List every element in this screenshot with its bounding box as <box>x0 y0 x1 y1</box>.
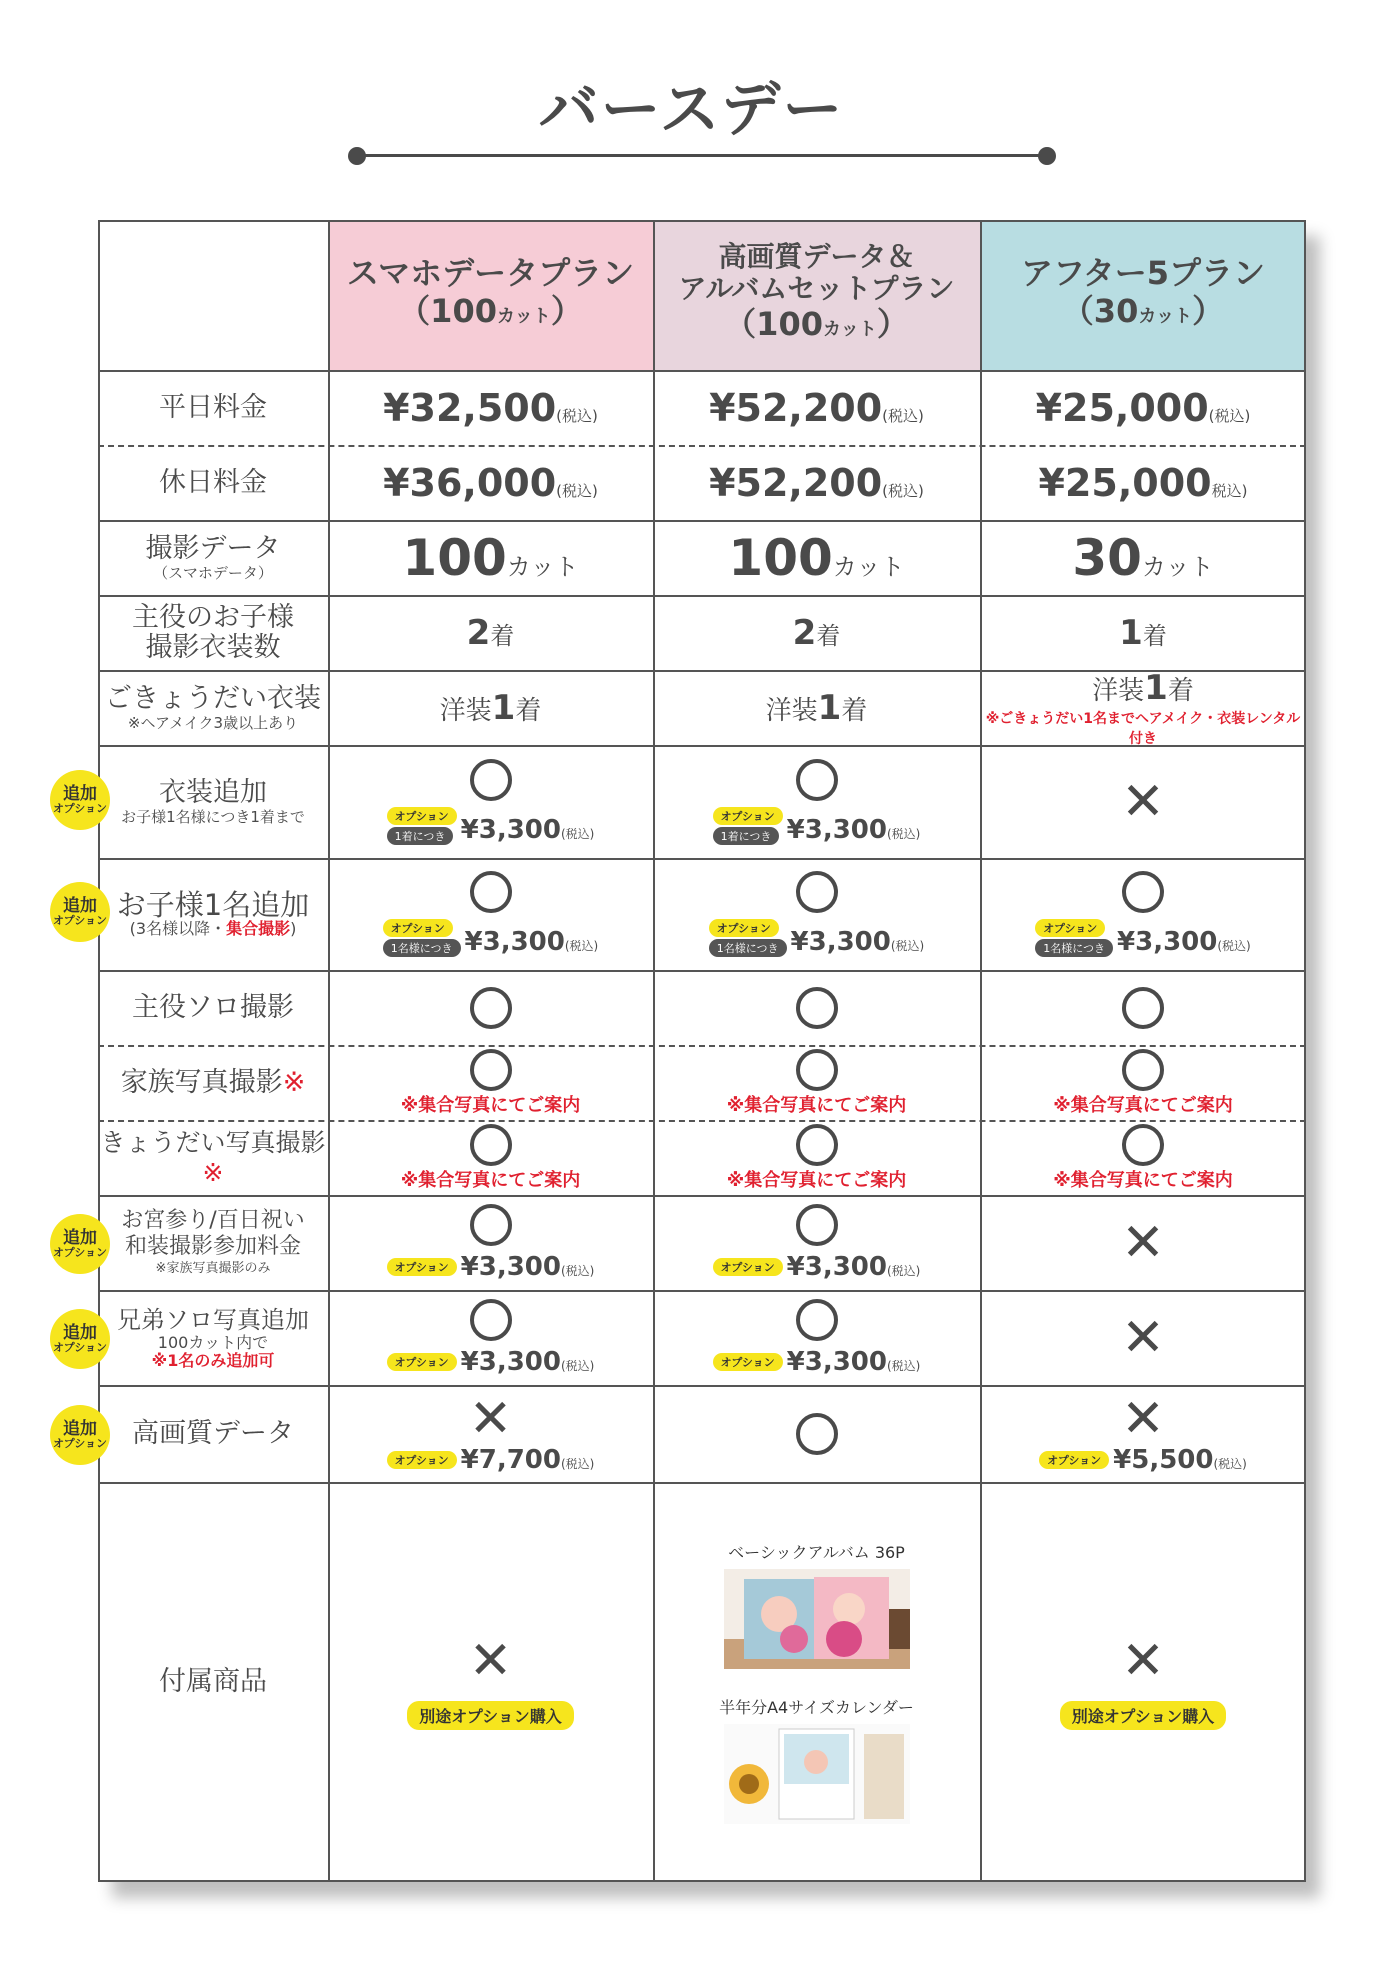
circle-icon <box>470 1124 512 1166</box>
circle-icon <box>470 871 512 913</box>
circle-icon <box>470 1204 512 1246</box>
child-add-3: オプション 1名様につき ¥3,300(税込) <box>980 858 1306 970</box>
kyoudai-1: ※集合写真にてご案内 <box>328 1120 653 1195</box>
row-label-included: 付属商品 <box>159 1666 267 1697</box>
grid-line <box>98 370 1306 372</box>
cross-icon: ✕ <box>1121 771 1165 832</box>
siblings-1: 洋装1着 <box>439 687 542 728</box>
kyoudai-2: ※集合写真にてご案内 <box>653 1120 980 1195</box>
circle-icon <box>796 1124 838 1166</box>
included-2 <box>653 1482 980 1882</box>
circle-icon <box>1122 871 1164 913</box>
grid-line <box>98 1385 1306 1387</box>
separate-purchase-badge: 別途オプション購入 <box>407 1701 574 1730</box>
circle-icon <box>470 759 512 801</box>
row-label-omiya: お宮参り/百日祝い 和装撮影参加料金 ※家族写真撮影のみ <box>121 1207 305 1276</box>
header-plan-album-set <box>653 220 980 370</box>
hq-data-3: ✕ オプション ¥5,500(税込) <box>980 1385 1306 1482</box>
brother-solo-3 <box>980 1290 1306 1385</box>
separate-purchase-badge: 別途オプション購入 <box>1060 1701 1227 1730</box>
circle-icon <box>796 987 838 1029</box>
weekday-price-3: ¥25,000(税込) <box>1035 385 1251 430</box>
family-1: ※集合写真にてご案内 <box>328 1045 653 1120</box>
row-label-child-add: お子様1名追加 (3名様以降・集合撮影) <box>116 888 310 938</box>
circle-icon <box>796 759 838 801</box>
plan-name: 高画質データ＆ <box>718 240 915 273</box>
grid-line <box>98 1120 1306 1122</box>
circle-icon <box>796 1413 838 1455</box>
plan-name: アフター5プラン <box>1020 254 1266 292</box>
siblings-3: 洋装1着 ※ごきょうだい1名までヘアメイク・衣装レンタル付き <box>985 667 1301 747</box>
included-3 <box>980 1482 1306 1882</box>
outfits-2: 2着 <box>792 612 841 653</box>
brother-solo-2: オプション ¥3,300(税込) <box>653 1290 980 1385</box>
grid-line <box>98 745 1306 747</box>
cross-icon: ✕ <box>1121 1630 1165 1691</box>
cross-icon: ✕ <box>1121 1307 1165 1368</box>
grid-line <box>98 970 1306 972</box>
family-3: ※集合写真にてご案内 <box>980 1045 1306 1120</box>
siblings-2: 洋装1着 <box>765 687 868 728</box>
row-label-brother-solo: 兄弟ソロ写真追加 100カット内で ※1名のみ追加可 <box>117 1305 309 1370</box>
row-label-family: 家族写真撮影※ <box>120 1066 306 1098</box>
circle-icon <box>796 1049 838 1091</box>
data-count-2: 100カット <box>728 528 905 587</box>
row-label-holiday: 休日料金 <box>159 466 267 498</box>
plan-count: （100カット） <box>724 305 909 343</box>
circle-icon <box>470 987 512 1029</box>
album-caption: ベーシックアルバム 36P <box>728 1543 905 1562</box>
row-label-hq-data: 高画質データ <box>132 1417 294 1449</box>
circle-icon <box>470 1049 512 1091</box>
omiya-3 <box>980 1195 1306 1290</box>
circle-icon <box>796 871 838 913</box>
child-add-1: オプション 1名様につき ¥3,300(税込) <box>328 858 653 970</box>
solo-1 <box>328 970 653 1045</box>
add-option-badge: 追加 オプション <box>50 770 110 830</box>
row-label-siblings: ごきょうだい衣装 ※ヘアメイク3歳以上あり <box>105 682 321 732</box>
circle-icon <box>470 1299 512 1341</box>
cross-icon: ✕ <box>468 1630 513 1691</box>
page-title: バースデー <box>538 75 845 145</box>
row-label-weekday: 平日料金 <box>159 391 267 423</box>
add-option-badge: 追加 オプション <box>50 1214 110 1274</box>
title-underline <box>357 154 1047 157</box>
circle-icon <box>1122 1124 1164 1166</box>
grid-line <box>98 1045 1306 1047</box>
circle-icon <box>1122 1049 1164 1091</box>
row-label-outfits: 主役のお子様 撮影衣装数 <box>132 601 294 663</box>
grid-line <box>98 1290 1306 1292</box>
add-option-badge: 追加 オプション <box>50 1309 110 1369</box>
calendar-caption: 半年分A4サイズカレンダー <box>719 1698 914 1717</box>
grid-line <box>980 220 982 1882</box>
data-count-3: 30カット <box>1072 528 1214 587</box>
solo-2 <box>653 970 980 1045</box>
solo-3 <box>980 970 1306 1045</box>
header-plan-smartphone <box>328 220 653 370</box>
holiday-price-2: ¥52,200(税込) <box>709 460 924 505</box>
plan-count: （30カット） <box>1061 292 1225 330</box>
costume-add-1: オプション 1着につき ¥3,300(税込) <box>328 745 653 858</box>
child-add-2: オプション 1名様につき ¥3,300(税込) <box>653 858 980 970</box>
grid-line <box>98 858 1306 860</box>
grid-line <box>98 1195 1306 1197</box>
included-1 <box>328 1482 653 1882</box>
calendar-photo <box>724 1724 910 1824</box>
family-2: ※集合写真にてご案内 <box>653 1045 980 1120</box>
holiday-price-1: ¥36,000(税込) <box>383 460 598 505</box>
header-plan-after5 <box>980 220 1306 370</box>
holiday-price-3: ¥25,000税込) <box>1038 460 1248 505</box>
outfits-3: 1着 <box>1119 612 1167 653</box>
grid-line <box>98 1482 1306 1484</box>
plan-name-2: アルバムセットプラン <box>678 272 955 305</box>
grid-line <box>98 445 1306 447</box>
cross-icon: ✕ <box>468 1388 513 1449</box>
grid-line <box>98 520 1306 522</box>
row-label-costume-add: 衣装追加 お子様1名様につき1着まで <box>121 776 305 826</box>
costume-add-3 <box>980 745 1306 858</box>
kyoudai-3: ※集合写真にてご案内 <box>980 1120 1306 1195</box>
row-label-solo: 主役ソロ撮影 <box>132 991 294 1023</box>
circle-icon <box>796 1204 838 1246</box>
grid-line <box>98 595 1306 597</box>
data-count-1: 100カット <box>402 528 579 587</box>
plan-count: （100カット） <box>398 292 583 330</box>
grid-line <box>653 220 655 1882</box>
outfits-1: 2着 <box>466 612 515 653</box>
row-label-kyoudai: きょうだい写真撮影※ <box>100 1127 326 1187</box>
brother-solo-1: オプション ¥3,300(税込) <box>328 1290 653 1385</box>
weekday-price-1: ¥32,500(税込) <box>383 385 598 430</box>
album-photo <box>724 1569 910 1669</box>
cross-icon: ✕ <box>1121 1212 1165 1273</box>
grid-line <box>98 670 1306 672</box>
add-option-badge: 追加 オプション <box>50 1405 110 1465</box>
grid-line <box>328 220 330 1882</box>
hq-data-1: ✕ オプション ¥7,700(税込) <box>328 1385 653 1482</box>
weekday-price-2: ¥52,200(税込) <box>709 385 924 430</box>
circle-icon <box>1122 987 1164 1029</box>
costume-add-2: オプション 1着につき ¥3,300(税込) <box>653 745 980 858</box>
add-option-badge: 追加 オプション <box>50 882 110 942</box>
cross-icon: ✕ <box>1121 1388 1165 1449</box>
omiya-2: オプション ¥3,300(税込) <box>653 1195 980 1290</box>
plan-comparison-table <box>98 220 1306 1882</box>
hq-data-2 <box>653 1385 980 1482</box>
circle-icon <box>796 1299 838 1341</box>
omiya-1: オプション ¥3,300(税込) <box>328 1195 653 1290</box>
row-label-data: 撮影データ （スマホデータ） <box>145 532 281 582</box>
plan-name: スマホデータプラン <box>346 254 635 292</box>
title-line-right-dot <box>1038 147 1056 165</box>
